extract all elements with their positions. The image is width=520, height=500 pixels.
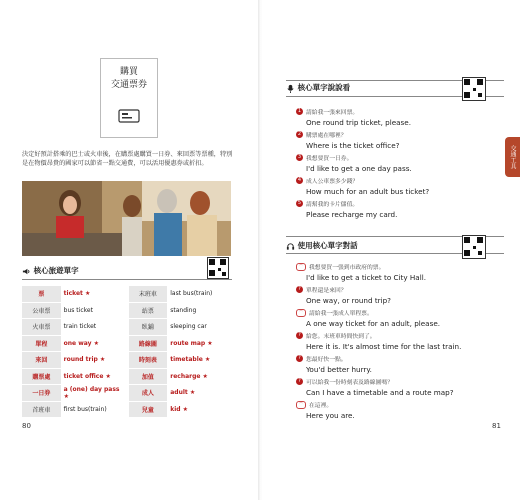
vocab-en: first bus(train)	[61, 401, 125, 418]
speaker-b-icon: ?	[296, 355, 303, 362]
headset-icon	[286, 242, 295, 251]
dialog-en: One way, or round trip?	[306, 296, 391, 305]
vocab-zh: 首班車	[22, 401, 61, 418]
vocab-en: standing	[167, 302, 232, 319]
vocab-row	[22, 286, 232, 302]
dialog-line	[296, 400, 496, 420]
phrase-item	[296, 107, 496, 127]
speaker-a-icon: ⌒	[296, 401, 306, 409]
vocab-row	[22, 319, 232, 336]
title-line2: 交通票券	[110, 80, 147, 90]
speaker-b-icon: ?	[296, 332, 303, 339]
dialog-zh: 我想要買一張到市政府的票。	[309, 265, 385, 271]
page-number-right: 81	[492, 422, 501, 430]
speaker-a-icon: ⌒	[296, 309, 306, 317]
speaker-icon	[22, 267, 31, 276]
phrases-section-title: 核心單字說說看	[297, 83, 351, 92]
speaker-b-icon: ?	[296, 378, 303, 385]
chapter-tab: 交通工具	[505, 137, 520, 177]
dialog-zh: 請給我一張成人單程票。	[309, 311, 373, 317]
vocab-row	[22, 385, 232, 402]
dialog-zh: 在這裡。	[309, 403, 333, 409]
vocab-zh: 單程	[22, 335, 61, 352]
ticket-icon	[118, 109, 140, 123]
phrase-en: Where is the ticket office?	[306, 141, 400, 150]
phrase-number: 4	[297, 177, 302, 183]
dialog-zh: 可以給我一份時刻表及路線圖嗎？	[306, 380, 393, 386]
title-box	[100, 58, 158, 138]
divider	[22, 279, 232, 280]
phrase-zh: 成人公車票多少錢？	[306, 179, 359, 185]
vocab-en: recharge ★	[167, 368, 232, 385]
microphone-icon	[286, 84, 295, 93]
dialog-zh: 您最好快一點。	[306, 357, 347, 363]
qr-code	[462, 77, 486, 101]
vocab-zh: 末班車	[129, 286, 168, 302]
vocab-zh: 票	[22, 286, 61, 302]
vocab-zh: 臥鋪	[129, 319, 168, 336]
vocab-en: kid ★	[167, 401, 232, 418]
vocab-zh: 火車票	[22, 319, 61, 336]
phrase-item	[296, 176, 496, 196]
dialog-zh-row	[296, 285, 496, 294]
vocab-section-header	[22, 265, 79, 276]
dialog-zh-row	[296, 331, 496, 340]
vocab-en: ticket office ★	[61, 368, 125, 385]
dialog-line	[296, 331, 496, 351]
dialog-section-header	[286, 240, 358, 251]
vocab-en: adult ★	[167, 385, 232, 402]
dialog-en: Here you are.	[306, 411, 355, 420]
dialog-zh-row	[296, 354, 496, 363]
dialog-en: A one way ticket for an adult, please.	[306, 319, 441, 328]
vocab-zh: 時刻表	[129, 352, 168, 369]
vocab-en: bus ticket	[61, 302, 125, 319]
vocab-row	[22, 302, 232, 319]
vocab-en: one way ★	[61, 335, 125, 352]
vocab-row	[22, 368, 232, 385]
phrase-number: 1	[297, 108, 302, 114]
phrase-zh-row	[296, 107, 496, 116]
speaker-b-icon: ?	[296, 286, 303, 293]
dialog-zh-row	[296, 400, 496, 409]
phrase-en: Please recharge my card.	[306, 210, 398, 219]
phrase-zh: 請給我一張來回票。	[306, 110, 359, 116]
phrase-zh: 我想要買一日券。	[306, 156, 353, 162]
phrase-en: How much for an adult bus ticket?	[306, 187, 430, 196]
vocab-zh: 加值	[129, 368, 168, 385]
qr-code	[462, 235, 486, 259]
phrase-zh-row	[296, 130, 496, 139]
dialog-line	[296, 262, 496, 282]
dialog-en: I'd like to get a ticket to City Hall.	[306, 273, 426, 282]
ticket-counter-photo	[22, 181, 231, 256]
phrase-zh-row	[296, 199, 496, 208]
vocab-zh: 站票	[129, 302, 168, 319]
vocab-en: sleeping car	[167, 319, 232, 336]
phrase-zh: 請幫我的卡片儲值。	[306, 202, 359, 208]
dialog-zh-row	[296, 308, 496, 317]
dialog-zh-row	[296, 377, 496, 386]
phrase-zh-row	[296, 176, 496, 185]
vocab-section-title: 核心旅遊單字	[33, 266, 79, 275]
vocab-zh: 公車票	[22, 302, 61, 319]
vocab-row	[22, 401, 232, 418]
speaker-a-icon: ⌒	[296, 263, 306, 271]
dialog-en: Can I have a timetable and a route map?	[306, 388, 454, 397]
dialog-line	[296, 308, 496, 328]
phrase-item	[296, 153, 496, 173]
dialog-line	[296, 377, 496, 397]
dialog-zh: 給您。末班車時間快到了。	[306, 334, 376, 340]
vocab-zh: 來回	[22, 352, 61, 369]
phrase-number: 2	[297, 131, 302, 137]
page-number-left: 80	[22, 422, 31, 430]
dialog-en: Here it is. It's almost time for the last train.	[306, 342, 462, 351]
vocab-zh: 成人	[129, 385, 168, 402]
phrase-item	[296, 130, 496, 150]
vocab-row	[22, 352, 232, 369]
vocab-zh: 一日券	[22, 385, 61, 402]
phrase-number: 5	[297, 200, 302, 206]
dialog-line	[296, 354, 496, 374]
qr-code	[207, 257, 229, 279]
dialog-zh-row	[296, 262, 496, 271]
phrases-section-header	[286, 82, 350, 93]
vocab-zh: 購票處	[22, 368, 61, 385]
phrase-en: I'd like to get a one day pass.	[306, 164, 412, 173]
phrase-item	[296, 199, 496, 219]
phrase-en: One round trip ticket, please.	[306, 118, 412, 127]
vocab-en: route map ★	[167, 335, 232, 352]
title-line1: 購買	[119, 67, 138, 77]
vocab-en: round trip ★	[61, 352, 125, 369]
vocab-table	[22, 286, 232, 418]
dialog-zh: 單程還是來回？	[306, 288, 347, 294]
vocab-en: a (one) day pass ★	[61, 385, 125, 402]
vocab-en: ticket ★	[61, 286, 125, 302]
intro-text: 決定好預計搭乘的巴士或火車後，在購票處購買一日券、來回票等票種，特別是在物價昂貴的國家可以節省一點交通費，可以活用優惠券或折扣。	[22, 151, 233, 167]
phrase-zh: 購票處在哪裡？	[306, 133, 347, 139]
phrase-number: 3	[297, 154, 302, 160]
right-page	[262, 0, 520, 500]
vocab-zh: 路線圖	[129, 335, 168, 352]
vocab-row	[22, 335, 232, 352]
vocab-zh: 兒童	[129, 401, 168, 418]
vocab-en: train ticket	[61, 319, 125, 336]
phrase-zh-row	[296, 153, 496, 162]
dialog-section-title: 使用核心單字對話	[297, 241, 358, 250]
vocab-en: timetable ★	[167, 352, 232, 369]
dialog-line	[296, 285, 496, 305]
dialog-en: You'd better hurry.	[306, 365, 372, 374]
vocab-en: last bus(train)	[167, 286, 232, 302]
